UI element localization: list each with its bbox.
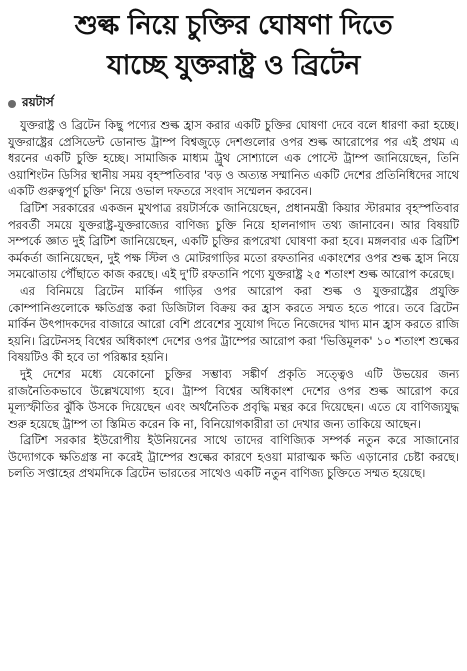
paragraph-5: ব্রিটিশ সরকার ইউরোপীয় ইউনিয়নের সাথে তাদের বাণিজ্যিক সম্পর্ক নতুন করে সাজানোর উদ্যোগকে ক্ষতিগ্রস্ত না করেই ট্রাম্পের শুল্কের কারণে হওয়া মারাত্মক ক্ষতি এড়ানোর চেষ্টা করছে। চলতি সপ্তাহের প্রথমদিকে ব্রিটেন ভারতের সাথেও একটি নতুন বাণিজ্য চুক্তিতে সম্মত হয়েছে। (8, 433, 459, 481)
headline-line-1: শুল্ক নিয়ে চুক্তির ঘোষণা দিতে (74, 10, 393, 41)
paragraph-1: যুক্তরাষ্ট্র ও ব্রিটেন কিছু পণ্যের শুল্ক হ্রাস করার একটি চুক্তির ঘোষণা দেবে বলে ধারণা করা হচ্ছে। যুক্তরাষ্ট্রের প্রেসিডেন্ট ডোনাল্ড ট্রাম্প বিশ্বজুড়ে দেশগুলোর ওপর শুল্ক আরোপের পর এই প্রথম এ ধরনের একটি চুক্তি হচ্ছে। সামাজিক মাধ্যম ট্রুথ সোশ্যালে এক পোস্টে ট্রাম্প জানিয়েছেন, তিনি ওয়াশিংটন ডিসির স্থানীয় সময় বৃহস্পতিবার 'বড় ও অত্যন্ত সম্মানিত একটি দেশের প্রতিনিধিদের সাথে একটি গুরুত্বপূর্ণ চুক্তি' নিয়ে ওভাল দফতরে সংবাদ সম্মেলন করবেন। (8, 118, 459, 199)
article-body (8, 117, 459, 482)
byline (8, 94, 459, 114)
paragraph-4: দুই দেশের মধ্যে যেকোনো চুক্তির সম্ভাব্য সঙ্কীর্ণ প্রকৃতি সত্ত্বেও এটি উভয়ের জন্য রাজনৈতিকভাবে উল্লেখযোগ্য হবে। ট্রাম্প বিশ্বের অধিকাংশ দেশের ওপর শুল্ক আরোপ করে মূল্যস্ফীতির ঝুঁকি উসকে দিয়েছেন এবং অর্থনৈতিক প্রবৃদ্ধি মন্থর করে দিয়েছেন। এতে যে বাণিজ্যযুদ্ধ শুরু হয়েছে ট্রাম্প তা স্তিমিত করেন কি না, বিনিয়োগকারীরা তা দেখার জন্য তাকিয়ে আছেন। (8, 366, 459, 431)
headline-line-2: যাচ্ছে যুক্তরাষ্ট্র ও ব্রিটেন (107, 50, 360, 81)
article-headline (8, 6, 459, 86)
paragraph-3: এর বিনিময়ে ব্রিটেন মার্কিন গাড়ির ওপর আরোপ করা শুল্ক ও যুক্তরাষ্ট্রের প্রযুক্তি কোম্পানিগুলোকে ক্ষতিগ্রস্ত করা ডিজিটাল বিক্রয় কর হ্রাস করতে সম্মত হতে পারে। তবে ব্রিটেন মার্কিন উৎপাদকদের বাজারে আরো বেশি প্রবেশের সুযোগ দিতে নিজেদের খাদ্য মান হ্রাস করতে রাজি হয়নি। ব্রিটেনসহ বিশ্বের অধিকাংশ দেশের ওপর ট্রাম্পের আরোপ করা 'ভিত্তিমূলক' ১০ শতাংশ শুল্কের বিষয়টিও কী হবে তা পরিষ্কার হয়নি। (8, 283, 459, 365)
byline-source: রয়টার্স (22, 95, 54, 109)
bullet-icon (8, 100, 16, 108)
paragraph-2: ব্রিটিশ সরকারের একজন মুখপাত্র রয়টার্সকে জানিয়েছেন, প্রধানমন্ত্রী কিয়ার স্টারমার বৃহস্পতিবার পরবর্তী সময়ে যুক্তরাষ্ট্র-যুক্তরাজ্যের বাণিজ্য চুক্তি নিয়ে হালনাগাদ তথ্য জানাবেন। আর বিষয়টি সম্পর্কে জ্ঞাত দুই ব্রিটিশ জানিয়েছেন, একটি চুক্তির রূপরেখা ঘোষণা করা হবে। মঙ্গলবার এক ব্রিটিশ কর্মকর্তা জানিয়েছেন, দুই পক্ষ স্টিল ও মোটরগাড়ির মতো রফতানির একাংশের ওপর শুল্ক হ্রাস নিয়ে সমঝোতায় পৌঁছাতে কাজ করছে। এই দু'টি রফতানি পণ্যে যুক্তরাষ্ট্র ২৫ শতাংশ শুল্ক আরোপ করেছে। (8, 200, 459, 282)
